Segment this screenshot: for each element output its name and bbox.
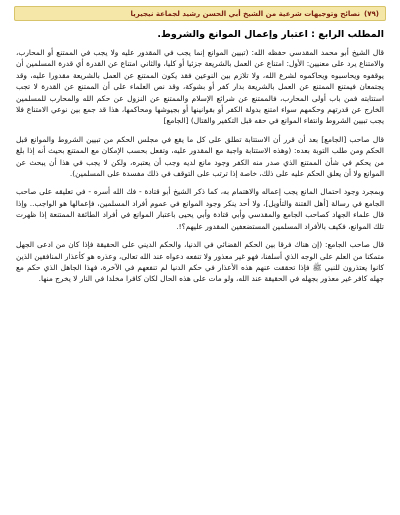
paragraph: قال صاحب الجامع: (إن هناك فرقا بين الحكم القضائي في الدنيا، والحكم الديني على الحقيقة فإذا كان من ادعى الجهل متمكنا من العلم على الوجه الذي أسلفنا، فهو غير معذور ولا تنفعه دعواه عند الله تعالى، وعذره هو كأعذار المنافقين الذين كانوا يعتذرون للنبي ﷺ فإذا تحققت عنهم هذه الأعذار في حكم الدنيا لم تنفعهم في الآخرة، فهذا الجاهل الذي حكم مع جهله كافر غير معذور بجهله في الحقيقة عند الله، ولو مات على هذه الحال لكان كافرا مخلدا في النار لا يخرج منها. <box>16 240 384 284</box>
paragraph: قال الشيخ أبو محمد المقدسي حفظه الله: (تبيين الموانع إنما يجب في المقدور عليه ولا يجب في الممتنع أو المحارب، والامتناع يرد على معنيين: الأول: امتناع عن العمل بالشريعة جزئيا أو كليا، والثاني امتناع عن القدرة أي قدرة المسلمين أن يوقفوه ويحاسبوه ويحاكموه لشرع الله، ولا تلازم بين النوعين فقد يكون الممتنع عن العمل بالشريعة مقدورا عليه، وقد يجتمعان فيمتنع الممتنع عن العمل بالشريعة بدار كفر أو بشوكة، وقد نص العلماء على أن الممتنع عن القدرة لا تجب استتابته فمن باب أولى المحارب، فالممتنع عن شرائع الإسلام والممتنع عن النزول عن حكم الله والمحارب للمسلمين الخارج عن قدرتهم وحكمهم سواء امتنع بدولة الكفر أو بقوانينها أو بجيوشها ومحاكمها، هذا قد جمع بين نوعي الامتناع فلا يجب تبيين الشروط وانتفاء الموانع في حقه قبل التكفير والقتال) [الجامع] <box>16 48 384 126</box>
page-header <box>14 6 386 21</box>
section-title: المطلب الرابع : اعتبار وإعمال الموانع والشروط. <box>157 29 384 40</box>
paragraph: وبمجرد وجود احتمال المانع يجب إعماله والاهتمام به، كما ذكر الشيخ أبو قتادة - فك الله أسره - في تعليقه على صاحب الجامع في رسالة [أهل الفتنة والتأويل]، ولا أحد ينكر وجود الموانع في عموم أفراد المسلمين، فإعمالها هو الواجب.. وإذا قال علماء الجهاد كصاحب الجامع والمقدسي وأبي قتادة وأبي يحيى باعتبار الموانع في أفراد الطائفة الممتنعة إذا ظهرت تلك الموانع، فكيف بالأفراد المسلمين المستضعفين المقدور عليهم؟!. <box>16 187 384 231</box>
paragraph: قال صاحب [الجامع] بعد أن قرر أن الاستتابة تطلق على كل ما يقع في مجلس الحكم من تبيين الشروط والموانع قبل الحكم ومن طلب التوبة بعده: (وهذه الاستتابة واجبة مع المقدور عليه، وتفعل بحسب الإمكان مع الممتنع بحيث أنه إذا بلغ من يحكم في شأن الممتنع الذي صدر منه الكفر وجود مانع لديه وجب أن يعتبره، ولكن لا يجب في هذا أن يبحث عن الموانع ولا أن يعلق الحكم عليه على ذلك، خاصة إذا ترتب على التوقف في ذلك مفسدة على المسلمين). <box>16 134 384 179</box>
page-number: (٧٩) <box>364 9 379 18</box>
page-body <box>16 28 384 509</box>
header-title: نصائح وتوجيهات شرعية من الشيخ أبي الحسن رشيد لجماعة نيجيريا <box>130 9 361 18</box>
